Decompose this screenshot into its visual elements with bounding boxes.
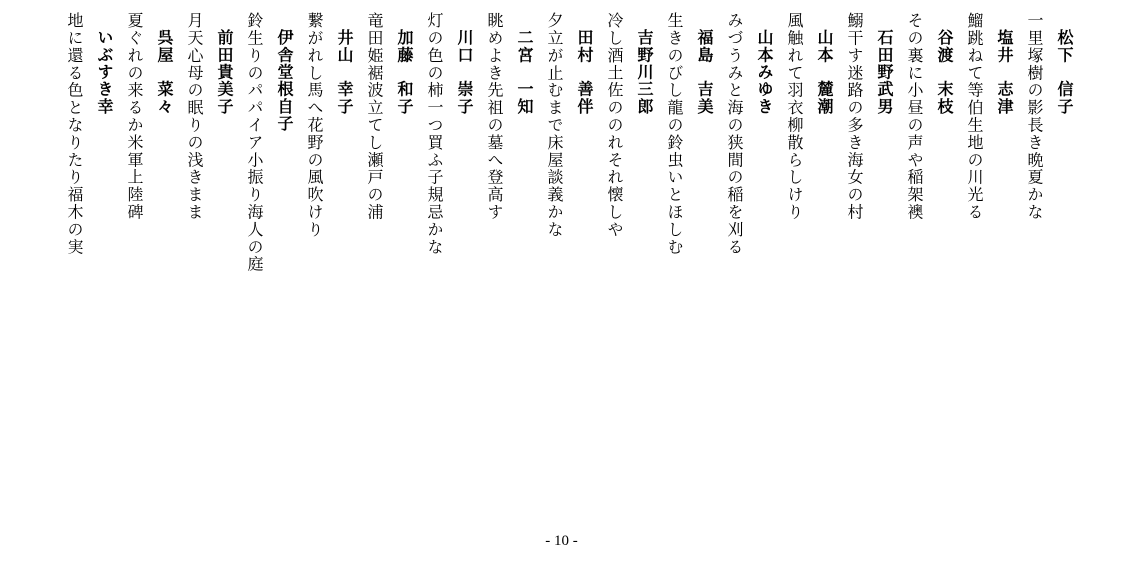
haiku-entry: [1019, 12, 1079, 221]
haiku-text: 眺めよき先祖の墓へ登高す: [485, 12, 504, 221]
author-name: 山本 麓潮: [815, 29, 834, 115]
haiku-text: 月天心母の眠りの浅きまま: [185, 12, 204, 221]
author-name: 伊舎堂根自子: [275, 29, 294, 133]
haiku-text: 夕立が止むまで床屋談義かな: [545, 12, 564, 239]
haiku-entry: [599, 12, 659, 238]
haiku-text: 鰡跳ねて等伯生地の川光る: [965, 12, 984, 221]
haiku-entry: [899, 12, 959, 221]
author-name: 塩井 志津: [995, 29, 1014, 115]
author-name: 石田野武男: [875, 29, 894, 115]
haiku-text: みづうみと海の狭間の稲を刈る: [725, 12, 744, 256]
author-name: 山本みゆき: [755, 29, 774, 115]
haiku-text: 繋がれし馬へ花野の風吹けり: [305, 12, 324, 239]
author-name: 吉野川三郎: [635, 29, 654, 115]
haiku-text: 生きのびし龍の鈴虫いとほしむ: [665, 12, 684, 256]
haiku-text: 鰯干す迷路の多き海女の村: [845, 12, 864, 221]
author-name: 川口 崇子: [455, 29, 474, 115]
haiku-text: 竜田姫裾波立てし瀬戸の浦: [365, 12, 384, 221]
haiku-entry: [779, 12, 839, 221]
haiku-text: 冷し酒土佐ののれそれ懐しや: [605, 12, 624, 239]
haiku-entry: [119, 12, 179, 221]
author-name: 二宮 一知: [515, 29, 534, 115]
haiku-entry: [839, 12, 899, 221]
page-number: - 10 -: [545, 533, 578, 549]
author-name: 松下 信子: [1055, 29, 1074, 115]
author-name: 井山 幸子: [335, 29, 354, 115]
haiku-entry: [719, 12, 779, 256]
haiku-entry: [479, 12, 539, 221]
haiku-entry: [299, 12, 359, 238]
author-name: 谷渡 末枝: [935, 29, 954, 115]
haiku-text: 灯の色の柿一つ買ふ子規忌かな: [425, 12, 444, 256]
haiku-text: 夏ぐれの来るか米軍上陸碑: [125, 12, 144, 221]
haiku-text: 風触れて羽衣柳散らしけり: [785, 12, 804, 221]
haiku-entry: [239, 12, 299, 273]
haiku-columns: [59, 12, 1079, 482]
haiku-text: その裏に小昼の声や稲架襖: [905, 12, 924, 221]
haiku-text: 鈴生りのパパイア小振り海人の庭: [245, 12, 264, 273]
author-name: 福島 吉美: [695, 29, 714, 115]
haiku-entry: [959, 12, 1019, 221]
haiku-entry: [659, 12, 719, 256]
haiku-entry: [539, 12, 599, 238]
author-name: 田村 善伴: [575, 29, 594, 115]
author-name: 前田貴美子: [215, 29, 234, 115]
haiku-text: 一里塚樹の影長き晩夏かな: [1025, 12, 1044, 221]
haiku-entry: [419, 12, 479, 256]
haiku-entry: [59, 12, 119, 256]
author-name: 加藤 和子: [395, 29, 414, 115]
author-name: 呉屋 菜々: [155, 29, 174, 115]
author-name: いぶすき幸: [95, 29, 114, 115]
haiku-entry: [359, 12, 419, 221]
haiku-text: 地に還る色となりたり福木の実: [65, 12, 84, 256]
haiku-entry: [179, 12, 239, 221]
